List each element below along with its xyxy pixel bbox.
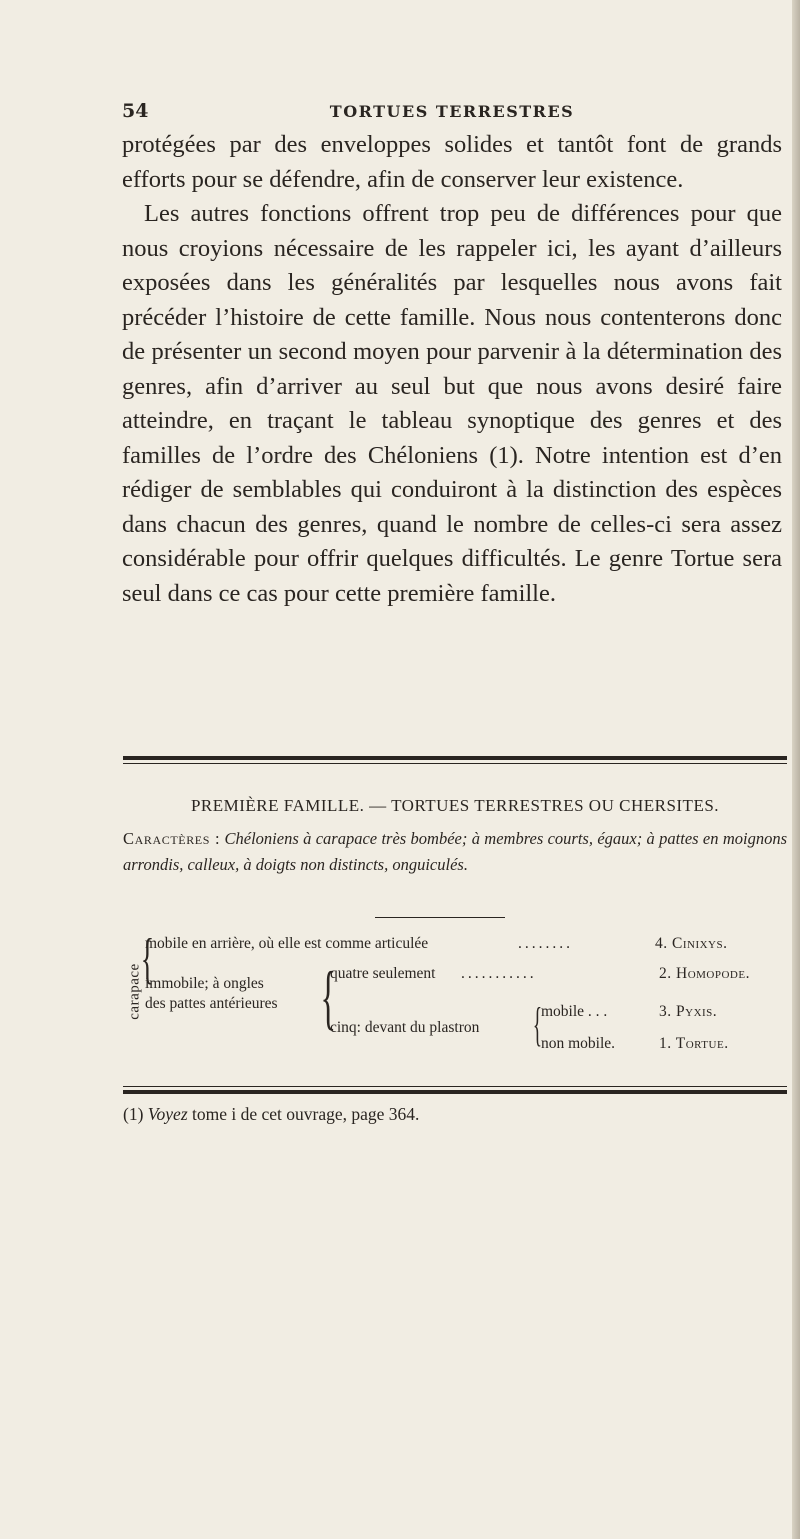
footnote-italic: Voyez [147,1104,188,1124]
running-title: TORTUES TERRESTRES [329,102,575,121]
genus-pyxis: 3. Pyxis. [659,1003,718,1020]
key-row-2a-text: quatre seulement [330,965,436,982]
brace-left: { [140,928,155,990]
characters-label: Caractères : [123,829,221,848]
synoptic-table [123,756,787,1094]
key-row-1-text: mobile en arrière, où elle est comme articulée [145,935,429,952]
key-row-2b2-text: non mobile. [541,1035,616,1052]
key-row-2b-text: cinq: devant du plastron [330,1019,480,1036]
key-row-2a-dots: ........... [461,965,537,982]
table-divider [375,917,505,918]
brace-right: { [532,998,543,1051]
vertical-label: carapace [126,963,143,1020]
key-row-2b1-text: mobile . . . [541,1003,608,1020]
key-row-2-text-a: immobile; à ongles [145,975,264,992]
genus-homopode: 2. Homopode. [659,965,750,982]
page-header [122,100,782,126]
paragraph-2: Les autres fonctions offrent trop peu de différences pour que nous croyions nécessaire de les rappeler ici, les ayant d’ailleurs exposées dans les généralités par lesquelles nous avons fait précéder l’histoire de cette famille. Nous nous contenterons donc de présenter un second moyen pour parvenir à la détermination des genres, afin d’arriver au seul but que nous avons desiré faire atteindre, en traçant le tableau synoptique des genres et des familles de l’ordre des Chéloniens (1). Notre intention est d’en rédiger de semblables qui conduiront à la distinction des espèces dans chacun des genres, quand le nombre de celles-ci sera assez considérable pour offrir quelques difficultés. Le genre Tortue sera seul dans ce cas pour cette première famille. [122,200,782,607]
key-row-1-dots: ........ [518,935,573,952]
footnote-marker: (1) [123,1104,144,1124]
characters-text: Chéloniens à carapace très bombée; à membres courts, égaux; à pattes en moignons arrondis, calleux, à doigts non distincts, onguiculés. [123,829,788,874]
body-text [122,128,782,611]
genus-key [123,928,787,1081]
page-number: 54 [122,100,149,122]
page-edge [792,0,800,1539]
footnote [123,1104,419,1125]
paragraph-1: protégées par des enveloppes solides et tantôt font de grands efforts pour se défendre, afin de conserver leur existence. [122,131,782,193]
brace-middle: { [320,957,337,1037]
footnote-text: tome i de cet ouvrage, page 364. [192,1104,420,1124]
genus-cinixys: 4. Cinixys. [655,935,728,952]
family-characters [123,826,787,878]
table-title: PREMIÈRE FAMILLE. — TORTUES TERRESTRES OU CHERSITES. [190,796,720,815]
genus-tortue: 1. Tortue. [659,1035,729,1052]
key-row-2-text-b: des pattes antérieures [145,995,278,1012]
